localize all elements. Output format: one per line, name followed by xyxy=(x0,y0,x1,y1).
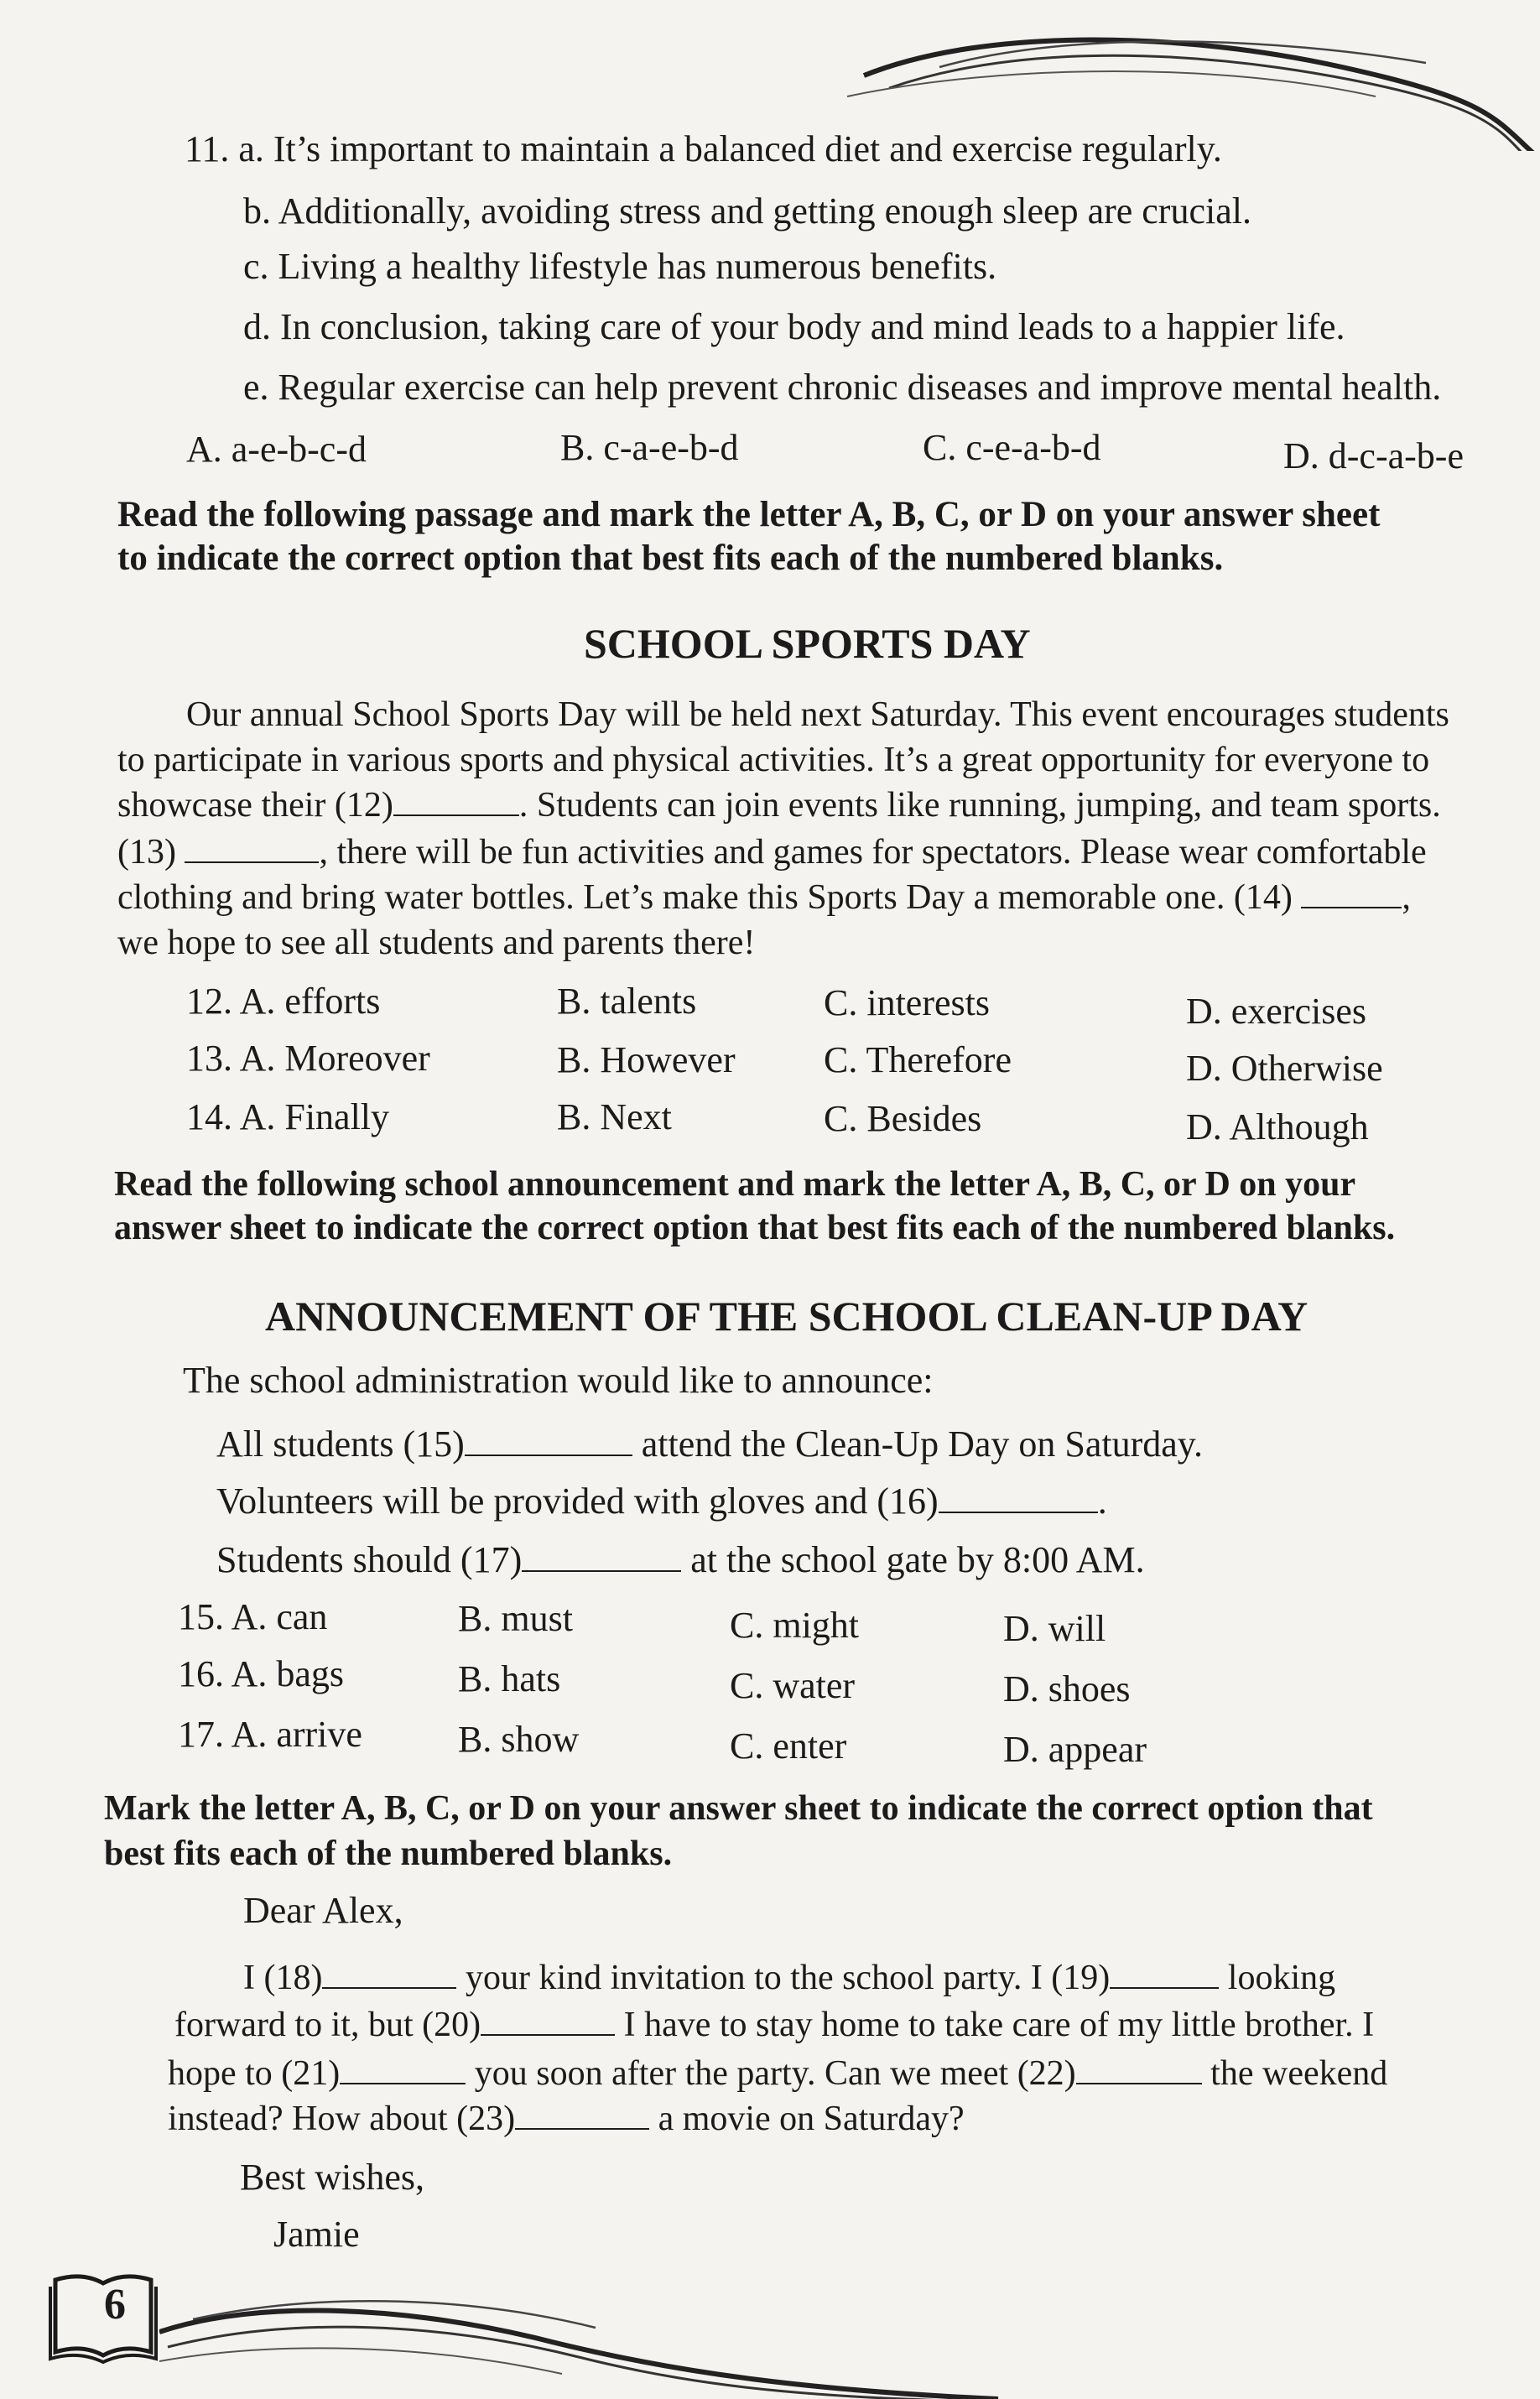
sports-passage-line2: to participate in various sports and physical activities. It’s a great opportunity for everyone to xyxy=(117,741,1430,779)
q16-option-b[interactable]: B. hats xyxy=(458,1658,561,1699)
letter-text: instead? How about (23) xyxy=(168,2100,516,2138)
q16-option-c[interactable]: C. water xyxy=(730,1665,856,1706)
letter-text: forward to it, but (20) xyxy=(174,2006,481,2044)
letter-line3 xyxy=(168,2052,1387,2095)
sports-text: , xyxy=(1402,878,1411,917)
sports-text: . Students can join events like running, jumping, and team sports. xyxy=(518,786,1441,825)
q13-option-c[interactable]: C. Therefore xyxy=(824,1039,1012,1080)
q15-option-a[interactable]: 15. A. can xyxy=(178,1596,328,1637)
q11-option-c[interactable]: C. c-e-a-b-d xyxy=(923,427,1101,468)
q17-option-b[interactable]: B. show xyxy=(458,1719,580,1760)
q11-item-c: c. Living a healthy lifestyle has numerous benefits. xyxy=(243,246,997,287)
announcement-text: All students (15) xyxy=(216,1423,465,1465)
sports-text: clothing and bring water bottles. Let’s make this Sports Day a memorable one. (14) xyxy=(117,878,1293,917)
sports-passage-line6: we hope to see all students and parents there! xyxy=(117,924,756,962)
q13-option-b[interactable]: B. However xyxy=(557,1039,736,1080)
letter-signature: Jamie xyxy=(273,2214,360,2255)
q16-option-d[interactable]: D. shoes xyxy=(1003,1668,1131,1709)
blank-22[interactable] xyxy=(1076,2054,1202,2084)
instruction-letter-line1: Mark the letter A, B, C, or D on your answer sheet to indicate the correct option that xyxy=(104,1789,1373,1828)
q15-option-c[interactable]: C. might xyxy=(730,1605,860,1646)
letter-text: you soon after the party. Can we meet (22) xyxy=(474,2054,1076,2093)
q12-option-b[interactable]: B. talents xyxy=(557,981,697,1022)
blank-16[interactable] xyxy=(939,1483,1098,1513)
letter-text: I have to stay home to take care of my little brother. I xyxy=(623,2006,1375,2044)
q14-option-d[interactable]: D. Although xyxy=(1186,1106,1369,1147)
announcement-text: Volunteers will be provided with gloves and (16) xyxy=(216,1481,939,1522)
announcement-line2 xyxy=(216,1480,1107,1523)
q17-option-a[interactable]: 17. A. arrive xyxy=(178,1714,362,1755)
q17-option-d[interactable]: D. appear xyxy=(1003,1729,1147,1770)
announcement-text: Students should (17) xyxy=(216,1539,523,1580)
q11-item-e: e. Regular exercise can help prevent chronic diseases and improve mental health. xyxy=(243,367,1442,408)
sports-text: (13) xyxy=(117,833,176,872)
blank-12[interactable] xyxy=(393,786,519,816)
blank-19[interactable] xyxy=(1110,1959,1219,1989)
q13-option-a[interactable]: 13. A. Moreover xyxy=(186,1038,430,1079)
letter-text: your kind invitation to the school party. I (19) xyxy=(465,1959,1111,1997)
q11-option-d[interactable]: D. d-c-a-b-e xyxy=(1283,435,1464,476)
q15-option-d[interactable]: D. will xyxy=(1003,1608,1106,1649)
letter-line4 xyxy=(168,2097,965,2141)
bottom-swirl-ornament xyxy=(159,2282,1166,2399)
letter-text: looking xyxy=(1227,1959,1336,1997)
q15-option-b[interactable]: B. must xyxy=(458,1598,573,1639)
announcement-text: . xyxy=(1097,1481,1107,1522)
q12-option-a[interactable]: 12. A. efforts xyxy=(186,981,381,1022)
letter-text: a movie on Saturday? xyxy=(658,2100,965,2138)
q11-item-b: b. Additionally, avoiding stress and getting enough sleep are crucial. xyxy=(243,190,1251,232)
sports-text: showcase their (12) xyxy=(117,786,393,825)
sports-passage-line5 xyxy=(117,876,1411,919)
announcement-intro: The school administration would like to announce: xyxy=(183,1360,934,1401)
letter-greeting: Dear Alex, xyxy=(243,1890,403,1931)
blank-21[interactable] xyxy=(340,2054,466,2084)
letter-text: the weekend xyxy=(1210,2054,1388,2093)
blank-13[interactable] xyxy=(185,833,319,863)
instruction-letter-line2: best fits each of the numbered blanks. xyxy=(104,1834,673,1873)
q11-item-a: 11. a. It’s important to maintain a balanced diet and exercise regularly. xyxy=(185,128,1222,169)
blank-14[interactable] xyxy=(1301,878,1402,908)
sports-text: , there will be fun activities and games for spectators. Please wear comfortable xyxy=(319,833,1427,872)
instruction-announcement-line2: answer sheet to indicate the correct option that best fits each of the numbered blanks. xyxy=(114,1209,1396,1247)
blank-23[interactable] xyxy=(515,2100,649,2130)
q14-option-b[interactable]: B. Next xyxy=(557,1096,672,1137)
q12-option-d[interactable]: D. exercises xyxy=(1186,991,1367,1032)
q14-option-a[interactable]: 14. A. Finally xyxy=(186,1096,390,1137)
announcement-text: attend the Clean-Up Day on Saturday. xyxy=(641,1423,1203,1465)
letter-text: I (18) xyxy=(243,1959,323,1997)
q11-option-b[interactable]: B. c-a-e-b-d xyxy=(560,427,739,468)
letter-line2 xyxy=(174,2003,1374,2047)
q11-item-d: d. In conclusion, taking care of your body and mind leads to a happier life. xyxy=(243,306,1345,347)
instruction-passage-line1: Read the following passage and mark the letter A, B, C, or D on your answer sheet xyxy=(117,495,1381,534)
announcement-line3 xyxy=(216,1538,1145,1582)
announcement-title: ANNOUNCEMENT OF THE SCHOOL CLEAN-UP DAY xyxy=(265,1293,1308,1340)
q13-option-d[interactable]: D. Otherwise xyxy=(1186,1048,1383,1089)
q11-option-a[interactable]: A. a-e-b-c-d xyxy=(186,429,367,470)
sports-day-title: SCHOOL SPORTS DAY xyxy=(584,620,1031,667)
letter-closing: Best wishes, xyxy=(240,2157,424,2198)
announcement-line1 xyxy=(216,1423,1203,1466)
letter-line1 xyxy=(243,1956,1335,2000)
sports-passage-line1: Our annual School Sports Day will be held next Saturday. This event encourages students xyxy=(186,695,1449,734)
blank-17[interactable] xyxy=(522,1542,681,1572)
announcement-text: at the school gate by 8:00 AM. xyxy=(690,1539,1145,1580)
q16-option-a[interactable]: 16. A. bags xyxy=(178,1653,344,1694)
page-number: 6 xyxy=(104,2281,126,2329)
q12-option-c[interactable]: C. interests xyxy=(824,982,990,1023)
q14-option-c[interactable]: C. Besides xyxy=(824,1098,982,1139)
blank-18[interactable] xyxy=(322,1959,456,1989)
instruction-passage-line2: to indicate the correct option that best fits each of the numbered blanks. xyxy=(117,539,1224,578)
sports-passage-line3 xyxy=(117,783,1441,827)
letter-text: hope to (21) xyxy=(168,2054,341,2093)
blank-20[interactable] xyxy=(481,2006,615,2036)
sports-passage-line4 xyxy=(117,830,1427,874)
q17-option-c[interactable]: C. enter xyxy=(730,1725,847,1767)
instruction-announcement-line1: Read the following school announcement and mark the letter A, B, C, or D on your xyxy=(114,1165,1356,1204)
blank-15[interactable] xyxy=(465,1426,632,1456)
